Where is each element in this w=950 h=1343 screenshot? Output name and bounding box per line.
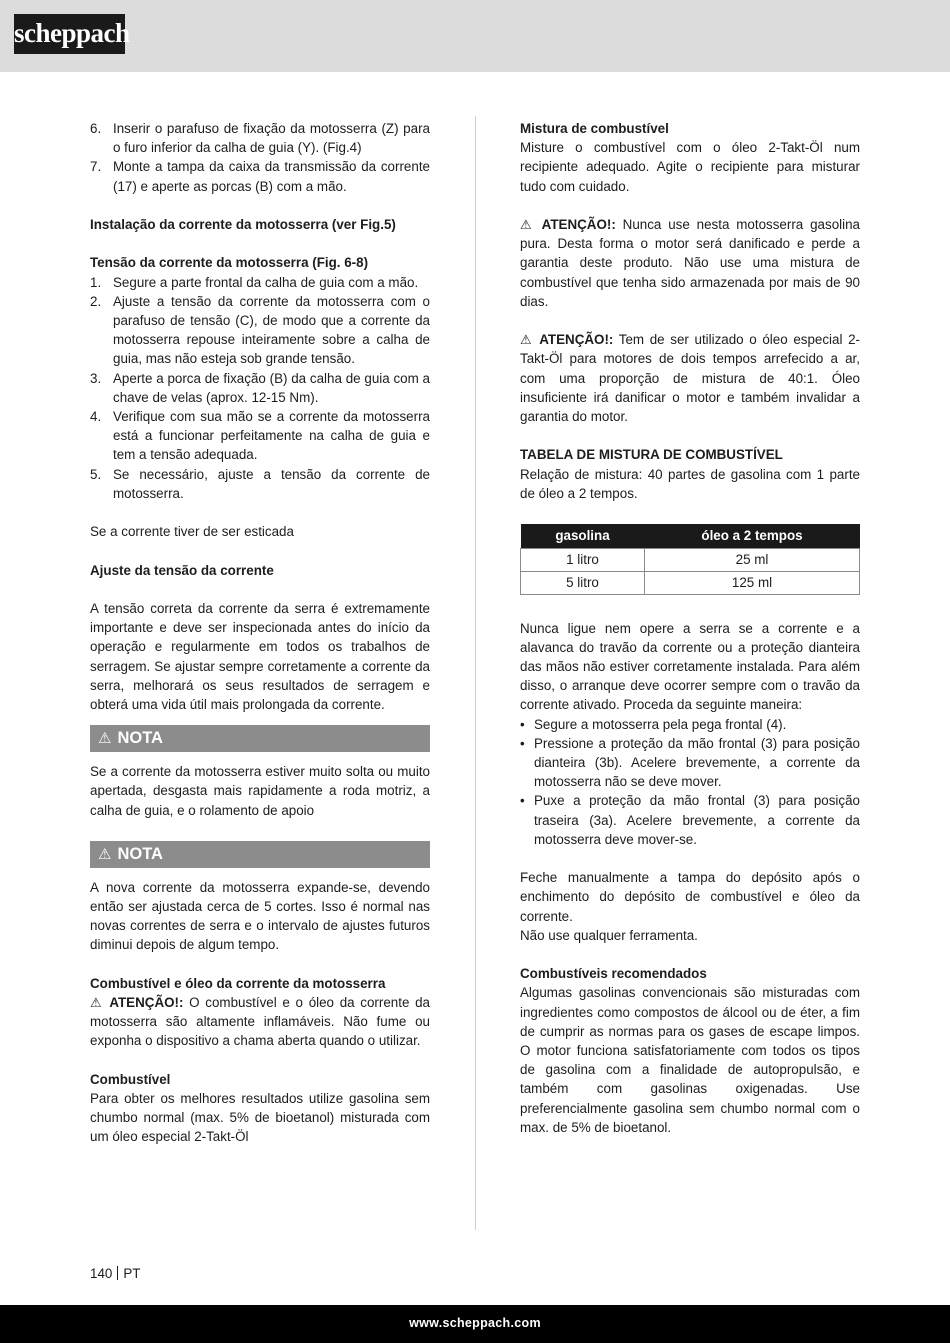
- list-item: 4. Verifique com sua mão se a corrente da motosserra está a funcionar perfeitamente na calha de guia e tem a tensão adequada.: [90, 409, 430, 463]
- steps-list-a: [90, 119, 430, 196]
- paragraph: Misture o combustível com o óleo 2-Takt-Öl num recipiente adequado. Agite o recipiente para misturar tudo com cuidado.: [520, 140, 860, 194]
- list-item: 7. Monte a tampa da caixa da transmissão da corrente (17) e aperte as porcas (B) com a mão.: [90, 159, 430, 194]
- section-heading: Combustível e óleo da corrente da motosserra: [90, 975, 386, 991]
- section-heading: Combustível: [90, 1071, 171, 1087]
- section-heading: Combustíveis recomendados: [520, 966, 707, 982]
- list-item: • Segure a motosserra pela pega frontal (4).: [520, 716, 787, 732]
- fuel-mix-table: [520, 524, 860, 595]
- page-number-separator: [117, 1266, 118, 1280]
- section-heading: Tensão da corrente da motosserra (Fig. 6-8): [90, 255, 369, 271]
- right-column: [520, 119, 860, 1137]
- left-column: [90, 119, 430, 1147]
- nota-banner: ⚠ NOTA: [90, 725, 430, 752]
- nota-banner: ⚠ NOTA: [90, 841, 430, 868]
- warning-triangle-icon: ⚠: [98, 730, 112, 748]
- list-item: 6. Inserir o parafuso de fixação da motosserra (Z) para o furo inferior da calha de guia (Y). (Fig.4): [90, 121, 430, 156]
- steps-list-b: [90, 273, 430, 503]
- table-row: [521, 571, 860, 594]
- section-heading: Instalação da corrente da motosserra (ver Fig.5): [90, 217, 396, 232]
- warning-triangle-icon: ⚠: [90, 995, 104, 1011]
- section-heading: Mistura de combustível: [520, 121, 669, 136]
- paragraph: Para obter os melhores resultados utilize gasolina sem chumbo normal (max. 5% de bioetanol) misturada com um óleo especial 2-Takt-Öl: [90, 1091, 430, 1145]
- list-item: 2. Ajuste a tensão da corrente da motosserra com o parafuso de tensão (C), de modo que a corrente da motosserra repouse inteiramente sobre a calha de guia, mas não esteja sob grande tensão.: [90, 293, 430, 367]
- table-row: [521, 548, 860, 571]
- paragraph: A nova corrente da motosserra expande-se, devendo então ser ajustada cerca de 5 cortes. Isso é normal nas novas correntes de serra e o intervalo de ajustes futuros diminui depois de algum tempo.: [90, 879, 430, 953]
- website-link[interactable]: www.scheppach.com: [409, 1316, 541, 1330]
- table-cell: 5 litro: [521, 571, 645, 594]
- section-heading: TABELA DE MISTURA DE COMBUSTÍVEL: [520, 447, 783, 463]
- list-item: 3. Aperte a porca de fixação (B) da calha de guia com a chave de velas (aprox. 12-15 Nm).: [90, 370, 430, 405]
- list-item: • Puxe a proteção da mão frontal (3) para posição traseira (3a). Acelere brevemente, a corrente da motosserra deve mover-se.: [520, 793, 860, 847]
- scheppach-logo: scheppach: [14, 14, 125, 54]
- header-band: [0, 0, 950, 72]
- warning-triangle-icon: ⚠: [520, 217, 535, 232]
- table-header-row: [521, 524, 860, 548]
- table-cell: 1 litro: [521, 548, 645, 571]
- paragraph: Feche manualmente a tampa do depósito após o enchimento do depósito de combustível e óleo da corrente.: [520, 870, 860, 924]
- list-item: 1. Segure a parte frontal da calha de guia com a mão.: [90, 274, 419, 290]
- bullet-list: [520, 715, 860, 849]
- warning-paragraph: ⚠ ATENÇÃO!: Tem de ser utilizado o óleo especial 2- Takt-Öl para motores de dois tempos arrefecido a ar, com uma proporção de mistura de 40:1. Óleo insuficiente irá danificar o motor e também invalidar a garantia do motor.: [520, 332, 860, 425]
- paragraph: Não use qualquer ferramenta.: [520, 927, 698, 943]
- table-cell: 125 ml: [645, 571, 860, 594]
- list-item: 5. Se necessário, ajuste a tensão da corrente de motosserra.: [90, 466, 430, 501]
- warning-triangle-icon: ⚠: [520, 332, 534, 348]
- paragraph: A tensão correta da corrente da serra é extremamente importante e deve ser inspecionada antes do início da operação e regularmente em todos os trabalhos de serragem. Se ajustar sempre corretamente a corrente da serra, melhorará os seus resultados de serragem e obterá uma vida útil mais prolongada da corrente.: [90, 601, 430, 713]
- column-divider: [475, 116, 476, 1230]
- list-item: • Pressione a proteção da mão frontal (3) para posição dianteira (3b). Acelere brevemente, a corrente da motosserra não se deve mover.: [520, 735, 860, 790]
- table-header: gasolina: [521, 524, 645, 548]
- paragraph: Relação de mistura: 40 partes de gasolina com 1 parte de óleo a 2 tempos.: [520, 466, 860, 501]
- section-heading: Ajuste da tensão da corrente: [90, 562, 274, 578]
- warning-paragraph: ⚠ ATENÇÃO!: Nunca use nesta motosserra gasolina pura. Desta forma o motor será danificado e perde a garantia deste produto. Não use uma mistura de combustível que tenha sido armazenada por mais de 90 dias.: [520, 217, 860, 309]
- paragraph: Se a corrente da motosserra estiver muito solta ou muito apertada, desgasta mais rapidamente a roda motriz, a calha de guia, e o rolamento de apoio: [90, 764, 430, 818]
- footer-bar: [0, 1305, 950, 1343]
- paragraph: Algumas gasolinas convencionais são misturadas com ingredientes como compostos de álcool ou de éter, a fim de cumprir as normas para os gases de escape limpos. O motor funciona satisfatoriamente com todos os tipos de gasolina com a finalidade de autopropulsão, e também com gasolinas oxigenadas. Use preferencialmente gasolina sem chumbo normal com o max. de 5% de bioetanol.: [520, 985, 860, 1135]
- warning-triangle-icon: ⚠: [98, 845, 112, 863]
- table-header: óleo a 2 tempos: [645, 524, 860, 548]
- table-cell: 25 ml: [645, 548, 860, 571]
- paragraph: Nunca ligue nem opere a serra se a corrente e a alavanca do travão da corrente ou a proteção dianteira das mãos não estiver corretamente instalada. Para além disso, o arranque deve ocorrer sempre com o travão da corrente ativado. Proceda da seguinte maneira:: [520, 620, 860, 713]
- warning-paragraph: ⚠ ATENÇÃO!: O combustível e o óleo da corrente da motosserra são altamente inflamáveis. Não fume ou exponha o dispositivo a chama aberta quando o utilizar.: [90, 995, 430, 1049]
- page-number: 140 PT: [90, 1266, 141, 1281]
- paragraph: Se a corrente tiver de ser esticada: [90, 524, 294, 540]
